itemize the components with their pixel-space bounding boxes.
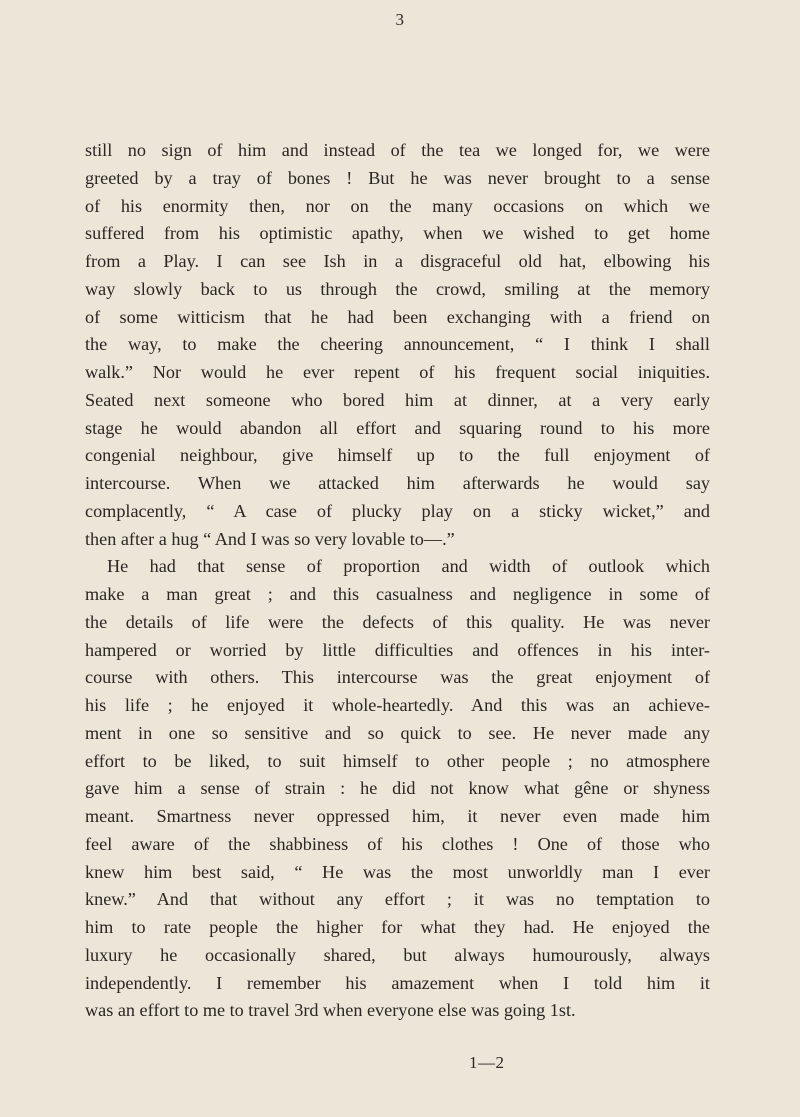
text-line: complacently, “ A case of plucky play on a sticky wicket,” and: [85, 500, 710, 521]
text-line: gave him a sense of strain : he did not know what gêne or shyness: [85, 778, 710, 799]
text-line: independently. I remember his amazement when I told him it: [85, 972, 710, 993]
text-line: meant. Smartness never oppressed him, it never even made him: [85, 806, 710, 826]
text-line: suffered from his optimistic apathy, when we wished to get home: [85, 223, 710, 244]
text-line: stage he would abandon all effort and squaring round to his more: [85, 417, 710, 438]
text-line: still no sign of him and instead of the tea we longed for, we were: [85, 140, 710, 160]
text-line: luxury he occasionally shared, but always humourously, always: [85, 944, 710, 965]
text-line: knew him best said, “ He was the most unworldly man I ever: [85, 861, 710, 882]
text-line: his life ; he enjoyed it whole-heartedly. And this was an achieve-: [85, 695, 710, 715]
text-line: knew.” And that without any effort ; it was no temptation to: [85, 889, 710, 910]
text-line: greeted by a tray of bones ! But he was never brought to a sense: [85, 167, 710, 188]
text-line: make a man great ; and this casualness and negligence in some of: [85, 584, 710, 604]
text-line: course with others. This intercourse was the great enjoyment of: [85, 667, 710, 688]
text-line: ment in one so sensitive and so quick to see. He never made any: [85, 722, 710, 743]
body-text: [85, 137, 710, 1025]
text-line: Seated next someone who bored him at dinner, at a very early: [85, 389, 710, 410]
text-line: him to rate people the higher for what they had. He enjoyed the: [85, 917, 710, 937]
text-line: intercourse. When we attacked him afterwards he would say: [85, 473, 710, 493]
page-number: 3: [395, 10, 405, 29]
text-line: He had that sense of proportion and width of outlook which: [107, 556, 710, 577]
text-line: walk.” Nor would he ever repent of his frequent social iniquities.: [85, 362, 710, 382]
text-line: from a Play. I can see Ish in a disgraceful old hat, elbowing his: [85, 251, 710, 271]
text-line: congenial neighbour, give himself up to the full enjoyment of: [85, 445, 710, 466]
text-line: of some witticism that he had been exchanging with a friend on: [85, 306, 710, 327]
text-line: feel aware of the shabbiness of his clothes ! One of those who: [85, 833, 710, 854]
text-line: of his enormity then, nor on the many occasions on which we: [85, 195, 710, 216]
text-line: way slowly back to us through the crowd, smiling at the memory: [85, 278, 710, 299]
text-line: the details of life were the defects of this quality. He was never: [85, 611, 710, 632]
signature-mark: 1—2: [469, 1053, 505, 1072]
text-line: hampered or worried by little difficulties and offences in his inter-: [85, 639, 710, 660]
text-line: effort to be liked, to suit himself to other people ; no atmosphere: [85, 750, 710, 771]
text-line: the way, to make the cheering announcement, “ I think I shall: [85, 334, 710, 355]
text-line: then after a hug “ And I was so very lovable to—.”: [85, 528, 455, 549]
text-line: was an effort to me to travel 3rd when everyone else was going 1st.: [85, 1000, 576, 1021]
